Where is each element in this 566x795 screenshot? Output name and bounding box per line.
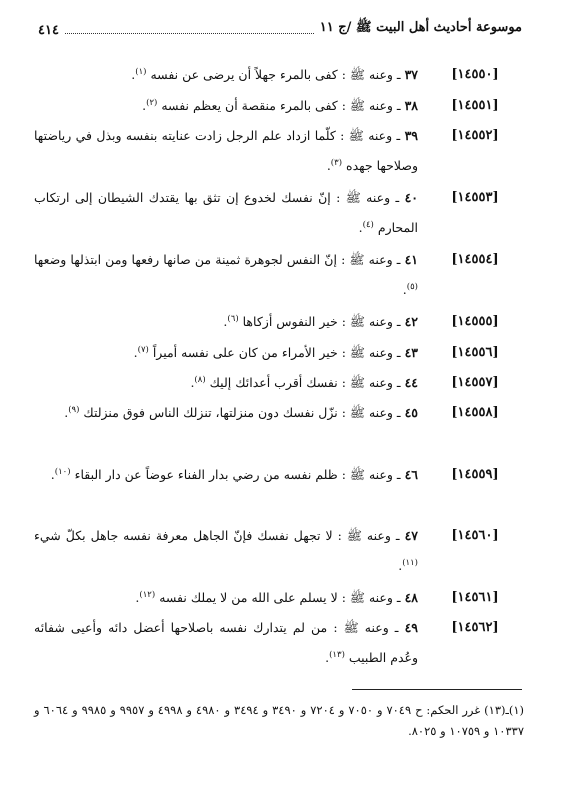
hadith-number: ٤٥	[404, 405, 418, 420]
hadith-text: ـ وعنه ﷺ : خير النفوس أزكاها	[242, 314, 401, 329]
hadith-text: ـ وعنه ﷺ : كفى بالمرء جهلاً أن يرضى عن نفسه	[150, 67, 401, 82]
hadith-text: ـ وعنه ﷺ : نزّل نفسك دون منزلتها، تنزلك الناس فوق منزلتك	[83, 405, 401, 420]
hadith-tail: .	[142, 98, 147, 113]
hadith-number: ٤٦	[404, 467, 418, 482]
hadith-ref: [١٤٥٥٠]	[451, 67, 499, 82]
hadith-tail: .	[135, 590, 140, 605]
hadith-entry	[34, 91, 522, 121]
footnote-marker: (٨)	[194, 374, 206, 385]
hadith-tail: .	[402, 282, 407, 297]
hadith-text: ـ وعنه ﷺ : لا تجهل نفسك فإنّ الجاهل معرفة نفسه جاهل بكلّ شيء	[34, 528, 400, 543]
hadith-tail: .	[50, 467, 55, 482]
hadith-ref: [١٤٥٦١]	[451, 590, 499, 605]
hadith-ref: [١٤٥٥٨]	[451, 405, 499, 420]
footnote-marker: (٧)	[137, 344, 149, 355]
hadith-entry	[34, 613, 522, 673]
footnote-marker: (٣)	[330, 157, 343, 168]
footnote-text: (١)ـ(١٣) غرر الحكم: ح ٧٠٤٩ و ٧٠٥٠ و ٧٢٠٤ و ٣٤٩٠ و ٣٤٩٤ و ٤٩٨٠ و ٤٩٩٨ و ٩٩٥٧ و ٩٩٨٥ و ٦٠٦٤ و ١٠٣٣٧ و ١٠٧٥٩ و ٨٠٢٥.	[34, 703, 525, 738]
hadith-number: ٤٩	[404, 620, 418, 635]
hadith-number: ٤٤	[404, 375, 418, 390]
footnote-marker: (٤)	[362, 219, 374, 230]
page-header	[38, 16, 522, 38]
hadith-entry	[34, 60, 522, 90]
hadith-tail: .	[326, 158, 331, 173]
hadith-text: ـ وعنه ﷺ : كفى بالمرء منقصة أن يعظم نفسه	[161, 98, 401, 113]
footnote-marker: (٢)	[146, 97, 158, 108]
footnote-marker: (١٠)	[54, 466, 71, 477]
footnote-marker: (١٢)	[139, 589, 156, 600]
hadith-text: ـ وعنه ﷺ : نفسك أقرب أعدائك إليك	[209, 375, 401, 390]
footnote-rule	[352, 689, 522, 690]
footnote-marker: (١٣)	[329, 649, 345, 660]
hadith-number: ٤٠	[404, 190, 418, 205]
hadith-number: ٣٧	[404, 67, 418, 82]
hadith-ref: [١٤٥٦٢]	[451, 620, 499, 635]
hadith-number: ٤٣	[404, 345, 418, 360]
hadith-ref: [١٤٥٥٦]	[451, 345, 499, 360]
hadith-ref: [١٤٥٥٩]	[451, 467, 499, 482]
hadith-ref: [١٤٥٥٣]	[451, 190, 499, 205]
hadith-ref: [١٤٥٥١]	[451, 98, 499, 113]
hadith-number: ٤١	[404, 252, 418, 267]
hadith-entry	[34, 460, 522, 490]
hadith-tail: .	[398, 558, 403, 573]
running-title: موسوعة أحاديث أهل البيت ﷺ /ج ١١	[319, 20, 522, 35]
hadith-ref: [١٤٥٥٥]	[451, 314, 499, 329]
header-dot-leader	[65, 33, 314, 34]
hadith-ref: [١٤٥٥٢]	[451, 128, 499, 143]
hadith-tail: .	[190, 375, 195, 390]
hadith-ref: [١٤٥٥٧]	[451, 375, 499, 390]
hadith-text: ـ وعنه ﷺ : خير الأمراء من كان على نفسه أميراً	[152, 345, 401, 360]
footnote-marker: (٥)	[406, 281, 418, 292]
hadith-entry	[34, 583, 522, 613]
hadith-entry	[34, 183, 522, 243]
hadith-text: ـ وعنه ﷺ : إنّ النفس لجوهرة ثمينة من صانها رفعها ومن ابتذلها وضعها	[34, 252, 401, 267]
hadith-text: ـ وعنه ﷺ : من لم يتدارك نفسه باصلاحها أعضل دائه وأعيى شفائه وعُدم الطبيب	[34, 620, 418, 665]
hadith-entry	[34, 368, 522, 398]
hadith-tail: .	[325, 650, 330, 665]
hadith-number: ٣٩	[404, 128, 418, 143]
hadith-tail: .	[64, 405, 69, 420]
hadith-entry	[34, 307, 522, 337]
hadith-entry	[34, 338, 522, 368]
hadith-text: ـ وعنه ﷺ : ظلم نفسه من رضي بدار الفناء عوضاً عن دار البقاء	[74, 467, 401, 482]
hadith-text: ـ وعنه ﷺ : كلّما ازداد علم الرجل زادت عنايته بنفسه وبذل في رياضتها وصلاحها جهده	[34, 128, 418, 173]
footnote-marker: (٦)	[227, 313, 239, 324]
hadith-tail: .	[133, 345, 138, 360]
hadith-entry	[34, 245, 522, 305]
hadith-tail: .	[223, 314, 228, 329]
hadith-number: ٤٨	[404, 590, 418, 605]
hadith-tail: .	[358, 220, 363, 235]
hadith-entry	[34, 521, 522, 581]
hadith-number: ٣٨	[404, 98, 418, 113]
hadith-number: ٤٢	[404, 314, 418, 329]
hadith-entry	[34, 121, 522, 181]
hadith-ref: [١٤٥٦٠]	[451, 528, 499, 543]
hadith-entry	[34, 398, 522, 428]
hadith-number: ٤٧	[404, 528, 418, 543]
hadith-text: ـ وعنه ﷺ : إنّ نفسك لخدوع إن تثق بها يقتدك الشيطان إلى ارتكاب المحارم	[34, 190, 418, 235]
footnote-marker: (١)	[135, 66, 147, 77]
footnote-marker: (٩)	[68, 404, 80, 415]
hadith-text: ـ وعنه ﷺ : لا يسلم على الله من لا يملك نفسه	[159, 590, 401, 605]
hadith-ref: [١٤٥٥٤]	[451, 252, 499, 267]
footnote-marker: (١١)	[402, 557, 418, 568]
page-number: ٤١٤	[38, 23, 59, 38]
hadith-tail: .	[131, 67, 136, 82]
